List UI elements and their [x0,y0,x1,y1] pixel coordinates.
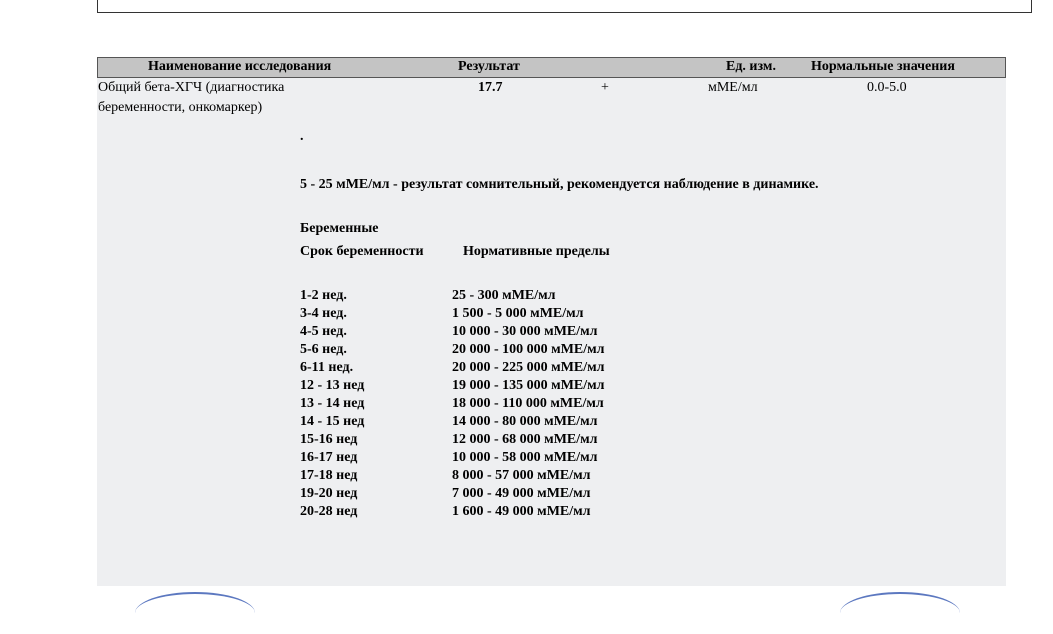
norm-term: 16-17 нед [300,450,358,465]
header-name: Наименование исследования [148,59,332,74]
norm-range: 10 000 - 58 000 мМЕ/мл [452,450,598,465]
norm-term: 14 - 15 нед [300,414,365,429]
norm-term: 19-20 нед [300,486,358,501]
norm-range: 25 - 300 мМЕ/мл [452,288,556,303]
norm-range: 14 000 - 80 000 мМЕ/мл [452,414,598,429]
result-value: 17.7 [478,80,503,95]
previous-section-box [97,0,1032,13]
result-unit: мМЕ/мл [708,80,758,95]
norm-range: 7 000 - 49 000 мМЕ/мл [452,486,591,501]
norm-range: 12 000 - 68 000 мМЕ/мл [452,432,598,447]
doubtful-note: 5 - 25 мМЕ/мл - результат сомнительный, рекомендуется наблюдение в динамике. [300,177,819,192]
pregnant-title: Беременные [300,221,379,236]
col-term-heading: Срок беременности [300,244,424,259]
header-result: Результат [458,59,520,74]
result-flag: + [601,80,609,95]
stamp-right-arc [840,592,960,634]
test-name-line1: Общий бета-ХГЧ (диагностика [98,80,285,95]
norm-range: 1 500 - 5 000 мМЕ/мл [452,306,584,321]
norm-term: 6-11 нед. [300,360,354,375]
col-limits-heading: Нормативные пределы [463,244,610,259]
norm-range: 20 000 - 100 000 мМЕ/мл [452,342,605,357]
table-header [97,57,1006,78]
norm-term: 5-6 нед. [300,342,347,357]
norm-term: 1-2 нед. [300,288,347,303]
norm-range: 1 600 - 49 000 мМЕ/мл [452,504,591,519]
norm-range: 19 000 - 135 000 мМЕ/мл [452,378,605,393]
norm-range: 10 000 - 30 000 мМЕ/мл [452,324,598,339]
header-norm: Нормальные значения [811,59,955,74]
norm-term: 15-16 нед [300,432,358,447]
header-unit: Ед. изм. [726,59,776,74]
comment-dot: . [300,129,304,144]
norm-range: 20 000 - 225 000 мМЕ/мл [452,360,605,375]
norm-range: 18 000 - 110 000 мМЕ/мл [452,396,604,411]
norm-term: 4-5 нед. [300,324,347,339]
norm-term: 20-28 нед [300,504,358,519]
norm-term: 17-18 нед [300,468,358,483]
norm-term: 13 - 14 нед [300,396,365,411]
norm-range: 8 000 - 57 000 мМЕ/мл [452,468,591,483]
norm-term: 12 - 13 нед [300,378,365,393]
test-name-line2: беременности, онкомаркер) [98,100,263,115]
stamp-left-arc [135,592,255,634]
norm-term: 3-4 нед. [300,306,347,321]
reference-range: 0.0-5.0 [867,80,907,95]
